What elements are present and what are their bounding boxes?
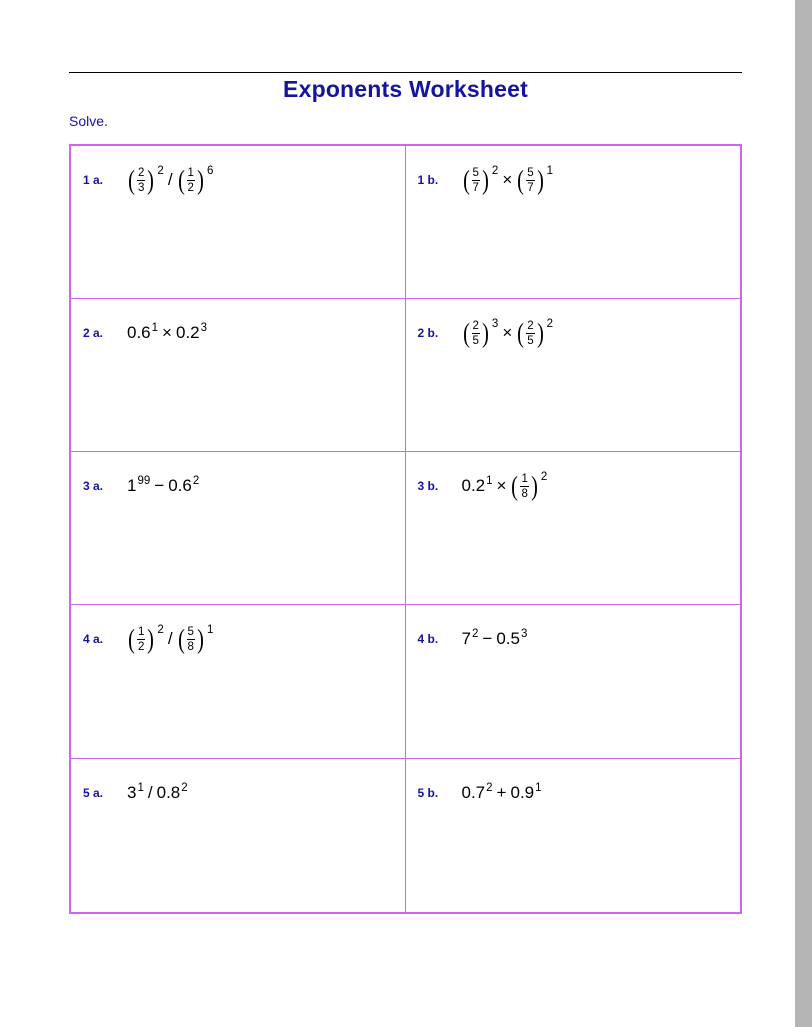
- fraction-power-term: [462, 166, 499, 196]
- numerator: 2: [472, 319, 479, 332]
- problem-expression: [127, 779, 188, 809]
- parenthesized-fraction: [462, 164, 490, 195]
- problems-grid: [69, 144, 742, 914]
- exponent: 2: [192, 475, 200, 487]
- parenthesized-fraction: [127, 164, 155, 195]
- problem-expression: [127, 319, 207, 349]
- numerator: 1: [138, 625, 145, 638]
- fraction-power-term: [177, 625, 214, 655]
- exponent: 6: [206, 165, 214, 177]
- denominator: 2: [187, 182, 194, 195]
- exponent: 2: [546, 318, 554, 330]
- problem-cell[interactable]: [406, 452, 741, 604]
- exponent: 3: [491, 318, 499, 330]
- parenthesized-fraction: [127, 623, 155, 654]
- exponent: 1: [206, 624, 214, 636]
- power-term: $0.2^1$: [461, 475, 493, 496]
- parenthesized-fraction: [177, 164, 205, 195]
- exponent: 3: [520, 628, 528, 640]
- power-term: $0.6^2$: [168, 475, 200, 495]
- denominator: 2: [138, 641, 145, 654]
- problem-cell[interactable]: [406, 146, 741, 298]
- power-term: $0.5^3$: [496, 628, 528, 648]
- problem-expression: [462, 319, 554, 349]
- parenthesized-fraction: [462, 317, 490, 348]
- operator: ×: [162, 323, 172, 342]
- fraction-power-term: [510, 472, 547, 502]
- left-paren: (: [511, 470, 519, 501]
- operator: /: [167, 629, 173, 649]
- fraction: [471, 167, 481, 194]
- parenthesized-fraction: [177, 623, 205, 654]
- problem-expression: [127, 166, 213, 196]
- left-paren: (: [517, 317, 525, 348]
- problem-expression: [462, 779, 542, 809]
- exponent: 1: [535, 782, 542, 794]
- denominator: 5: [472, 335, 479, 348]
- operator: ×: [502, 170, 513, 190]
- right-paren: ): [147, 164, 155, 195]
- numerator: 1: [521, 472, 528, 485]
- right-paren: ): [147, 623, 155, 654]
- problem-cell[interactable]: [406, 759, 741, 912]
- power-term: $1^{99}$: [127, 475, 151, 495]
- power-term: $0.2^3$: [175, 322, 208, 342]
- exponent: 2: [181, 782, 188, 794]
- right-paren: ): [536, 317, 544, 348]
- problem-label: 3 b.: [417, 479, 439, 493]
- numerator: 1: [187, 166, 194, 179]
- problem-cell[interactable]: [71, 299, 406, 451]
- exponent: 99: [137, 475, 151, 487]
- exponent: 1: [546, 165, 554, 177]
- fraction: [186, 626, 196, 653]
- problem-label: 5 a.: [83, 786, 104, 800]
- exponent: 1: [151, 322, 159, 334]
- problem-label: 1 a.: [83, 173, 104, 187]
- operator: ×: [502, 323, 513, 343]
- exponent: 2: [486, 782, 493, 794]
- header-divider: [69, 72, 742, 73]
- numerator: 5: [527, 166, 534, 179]
- problem-cell[interactable]: [406, 605, 741, 758]
- right-paren: ): [482, 164, 489, 195]
- left-paren: (: [517, 164, 525, 195]
- parenthesized-fraction: [510, 470, 538, 501]
- fraction: [525, 320, 535, 347]
- problem-cell[interactable]: [71, 146, 406, 298]
- left-paren: (: [177, 164, 185, 195]
- numerator: 2: [527, 319, 534, 332]
- problem-cell[interactable]: [406, 299, 741, 451]
- denominator: 7: [472, 182, 479, 195]
- right-paren: ): [197, 623, 204, 654]
- denominator: 3: [138, 182, 145, 195]
- problem-row: [71, 452, 740, 605]
- fraction: [186, 167, 196, 194]
- problem-expression: [462, 166, 554, 196]
- fraction-bar: [526, 180, 534, 181]
- exponent: 2: [471, 628, 479, 640]
- fraction-bar: [187, 639, 195, 640]
- problem-row: [71, 605, 740, 759]
- numerator: 2: [138, 166, 145, 179]
- left-paren: (: [462, 164, 470, 195]
- fraction-bar: [137, 180, 145, 181]
- denominator: 7: [527, 182, 534, 195]
- problem-cell[interactable]: [71, 605, 406, 758]
- parenthesized-fraction: [516, 317, 544, 348]
- right-paren: ): [536, 164, 544, 195]
- right-paren: ): [531, 470, 538, 501]
- fraction-bar: [137, 639, 145, 640]
- fraction-power-term: [127, 166, 164, 196]
- left-paren: (: [128, 164, 135, 195]
- left-paren: (: [462, 317, 470, 348]
- problem-cell[interactable]: [71, 452, 406, 604]
- parenthesized-fraction: [516, 164, 544, 195]
- denominator: 8: [521, 488, 528, 501]
- operator: −: [154, 476, 165, 495]
- problem-expression: [127, 625, 213, 655]
- exponent: 3: [200, 322, 208, 334]
- power-term: $0.7^2$: [461, 782, 493, 802]
- fraction-bar: [526, 333, 534, 334]
- fraction-bar: [472, 333, 480, 334]
- fraction-power-term: [516, 319, 553, 349]
- power-term: $0.8^2$: [156, 782, 188, 802]
- left-paren: (: [128, 623, 135, 654]
- fraction: [471, 320, 481, 347]
- fraction-bar: [187, 180, 195, 181]
- exponent: 2: [491, 165, 499, 177]
- problem-row: [71, 146, 740, 299]
- problem-row: [71, 759, 740, 912]
- exponent: 2: [157, 624, 164, 636]
- power-term: $0.6^1$: [127, 322, 159, 342]
- operator: +: [496, 783, 507, 802]
- problem-expression: [462, 625, 528, 655]
- problem-label: 1 b.: [417, 173, 439, 187]
- operator: /: [167, 170, 173, 190]
- operator: /: [147, 783, 153, 802]
- fraction: [136, 167, 146, 194]
- fraction-power-term: [127, 625, 164, 655]
- operator: ×: [496, 476, 507, 496]
- fraction-power-term: [462, 319, 499, 349]
- denominator: 5: [527, 335, 534, 348]
- instruction-text: Solve.: [69, 113, 108, 129]
- problem-label: 3 a.: [83, 479, 104, 493]
- fraction: [136, 626, 146, 653]
- right-paren: ): [197, 164, 204, 195]
- numerator: 5: [187, 625, 194, 638]
- exponent: 2: [540, 471, 548, 483]
- problem-row: [71, 299, 740, 452]
- exponent: 2: [157, 165, 164, 177]
- fraction-power-term: [177, 166, 214, 196]
- fraction: [519, 473, 529, 500]
- operator: −: [482, 629, 493, 648]
- left-paren: (: [177, 623, 185, 654]
- page-title: Exponents Worksheet: [283, 76, 528, 102]
- problem-expression: [127, 472, 199, 502]
- numerator: 5: [472, 166, 479, 179]
- right-paren: ): [482, 317, 489, 348]
- problem-label: 2 a.: [83, 326, 104, 340]
- problem-cell[interactable]: [71, 759, 406, 912]
- power-term: $7^2$: [461, 628, 479, 648]
- fraction-power-term: [516, 166, 553, 196]
- problem-label: 2 b.: [417, 326, 439, 340]
- problem-label: 5 b.: [417, 786, 439, 800]
- power-term: $0.9^1$: [510, 782, 542, 802]
- problem-expression: [462, 472, 548, 502]
- problem-label: 4 a.: [83, 632, 104, 646]
- fraction: [525, 167, 535, 194]
- denominator: 8: [187, 641, 194, 654]
- exponent: 1: [137, 782, 144, 794]
- problem-label: 4 b.: [417, 632, 439, 646]
- exponent: 1: [486, 475, 493, 488]
- power-term: $3^1$: [127, 782, 144, 802]
- fraction-bar: [472, 180, 480, 181]
- fraction-bar: [520, 486, 528, 487]
